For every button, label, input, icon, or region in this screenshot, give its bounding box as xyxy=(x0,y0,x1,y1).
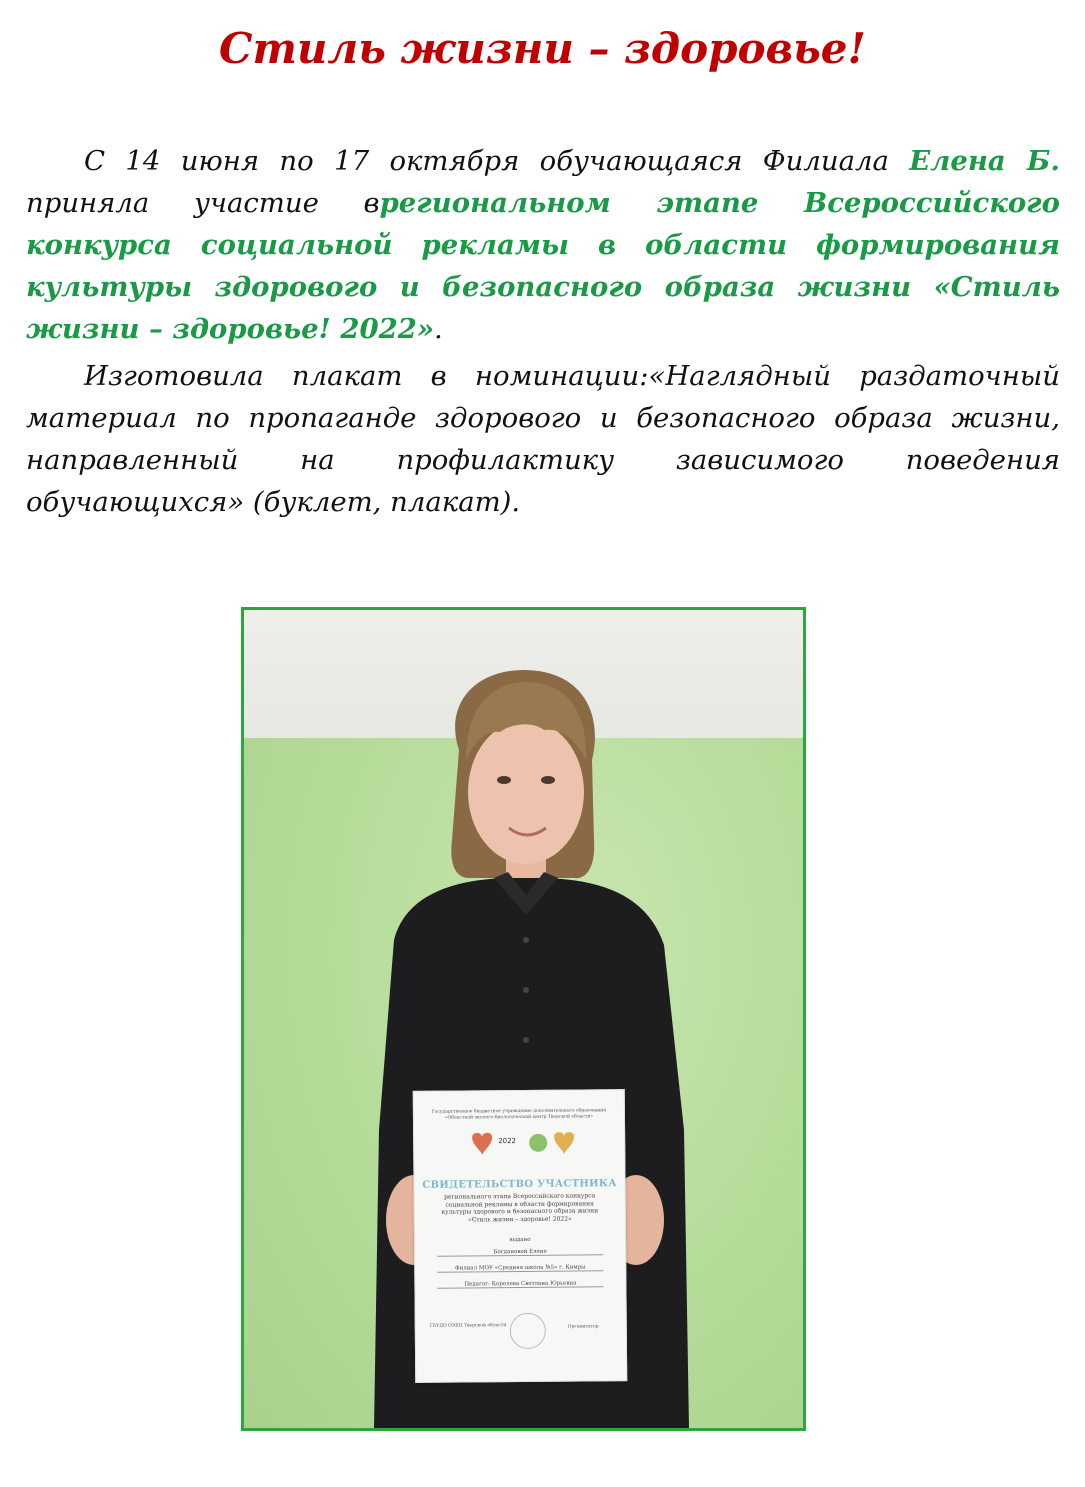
certificate-issued: выдано xyxy=(509,1236,531,1244)
certificate-footer-left: ГБУДО ОЭБЦ Тверской области xyxy=(429,1323,507,1329)
certificate-year: 2022 xyxy=(498,1137,517,1146)
participant-certificate xyxy=(413,1089,628,1383)
certificate-subtitle: регионального этапа Всероссийского конкурса социальной рекламы в области формирования культуры здорового и безопасного образа жизни «Стиль жизни – здоровье! 2022» xyxy=(441,1192,599,1223)
paragraph-text: С 14 июня по 17 октября обучающаяся Филиала xyxy=(84,145,910,177)
paragraph-participation xyxy=(26,140,1060,350)
certificate-footer-right: Организатор xyxy=(567,1324,599,1330)
paragraph-text: приняла участие в xyxy=(26,187,380,219)
student-photo xyxy=(241,607,806,1431)
certificate-title: СВИДЕТЕЛЬСТВО УЧАСТНИКА xyxy=(422,1178,617,1191)
certificate-recipient: Богдановой Елене xyxy=(437,1248,603,1256)
student-name: Елена Б. xyxy=(909,145,1060,177)
page-title: Стиль жизни – здоровье! xyxy=(219,24,866,73)
certificate-school: Филиал МОУ «Средняя школа №5» г. Кимры xyxy=(437,1264,603,1272)
paragraph-end: . xyxy=(434,313,443,345)
certificate-header: Государственное бюджетное учреждение дополнительного образования «Областной эколого-биологический центр Тверской области» xyxy=(431,1108,607,1121)
certificate-logos xyxy=(462,1128,582,1159)
certificate-teacher: Педагог: Королева Светлана Юрьевна xyxy=(437,1280,603,1288)
event-name: региональном этапе Всероссийского конкурса социальной рекламы в области формирования культуры здорового и безопасного образа жизни «Стиль жизни – здоровье! 2022» xyxy=(26,187,1060,345)
paragraph-nomination: Изготовила плакат в номинации:«Наглядный раздаточный материал по пропаганде здорового и безопасного образа жизни, направленный на профилактику зависимого поведения обучающихся» (буклет, плакат). xyxy=(26,360,1060,518)
certificate-seal xyxy=(510,1313,546,1349)
